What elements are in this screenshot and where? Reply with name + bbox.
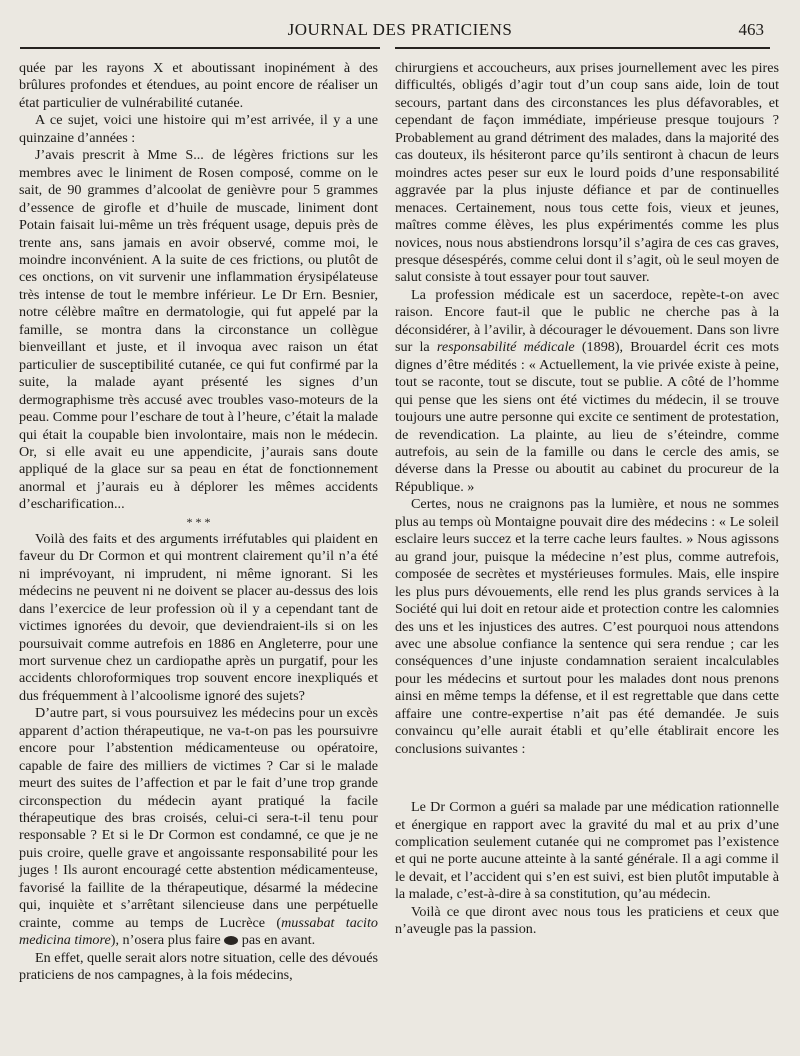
paragraph: Certes, nous ne craignons pas la lumière, et nous ne sommes plus au temps où Montaigne pouvait dire des médecins : « Le soleil esclaire leurs succez et la terre cache leurs faultes. » Nous agissons au grand jour, puisque la médecine n’est plus, comme autrefois, composée de secrètes et mystérieuses formules. Mais, elle inspire les plus purs dévouements, elle rend les plus grands services à la Société qui lui doit en retour aide et protection contre les calomnies des uns et les injustices des autres. C’est pourquoi nous attendons avec une absolue confiance la sentence qui sera rendue ; car les conséquences d’une injuste condamnation seraient incalculables pour les médecins et surtout pour les malades dont nous prenons ainsi en même temps la défense, et il est regrettable que dans cette affaire une contre-expertise n’ait pas été demandée. Je suis convaincu qu’elle aurait établi et qu’elle établirait encore les conclusions suivantes : xyxy=(395,496,779,757)
section-separator: * * * xyxy=(186,514,211,529)
ink-blot-icon xyxy=(224,936,238,945)
blank-space xyxy=(395,758,779,799)
page-header xyxy=(0,20,800,42)
paragraph: Voilà des faits et des arguments irréfutables qui plaident en faveur du Dr Cormon et qui montrent clairement qu’il n’a été ni imprévoyant, ni imprudent, ni même ignorant. Si les médecins ne peuvent ni ne doivent se placer au-dessus des lois dans l’exercice de leur profession où il y a cependant tant de victimes ignorées du devoir, que deviendraient-ils si on les poursuivait comme autrefois en 1886 en Angleterre, pour une mort survenue chez un cardiopathe après un purgatif, pour les accidents chloroformiques trop souvent encore inexpliqués et dus fréquemment à l’alcoolisme ignoré des sujets? xyxy=(19,530,378,704)
running-title: JOURNAL DES PRATICIENS xyxy=(287,20,513,39)
paragraph: A ce sujet, voici une histoire qui m’est arrivée, il y a une quinzaine d’années : xyxy=(19,112,378,146)
right-column xyxy=(395,60,779,939)
latin-quotation: mussabat tacito medicina timore xyxy=(19,914,378,949)
header-rule-left xyxy=(20,47,380,49)
paragraph: Voilà ce que diront avec nous tous les praticiens et ceux que n’aveugle pas la passion. xyxy=(395,903,779,938)
left-column xyxy=(19,60,378,985)
header-rule-right xyxy=(395,47,770,49)
paragraph: En effet, quelle serait alors notre situation, celle des dévoués praticiens de nos campagnes, à la fois médecins, xyxy=(19,949,378,984)
paragraph: quée par les rayons X et aboutissant inopinément à des brûlures profondes et étendues, au point encore de réaliser un état particulier de vulnérabilité cutanée. xyxy=(19,60,378,111)
book-title: responsabilité médicale xyxy=(436,339,575,356)
paragraph: J’avais prescrit à Mme S... de légères frictions sur les membres avec le liniment de Rosen composé, comme on le sait, de 90 grammes d’alcoolat de genièvre pour 5 grammes d’essence de girofle et d’huile de muscade, liniment dont Potain faisait lui-même un très fréquent usage, depuis près de trente ans, sans jamais en avoir observé, comme moi, le moindre inconvénient. A la suite de ces frictions, ou plutôt de ces onctions, on vit survenir une inflammation érysipélateuse très intense de tout le membre inférieur. Le Dr Ern. Besnier, notre célèbre maître en dermatologie, qui fut appelé par la famille, se montra dans la circonstance un collègue bienveillant et juste, et il invoqua avec raison un état particulier de susceptibilité cutanée, ce qui fut confirmé par la suite, la malade ayant présenté les signes d’un dermographisme très accusé avec troubles vaso-moteurs de la peau. Comme pour l’eschare de tout à l’heure, c’était la malade qui était la coupable bien involontaire, mais non le médecin. Or, si elle avait eu une appendicite, j’aurais sans doute appliqué de la glace sur sa peau en état de fonctionnement anormal et j’aurais eu à déplorer les mêmes accidents d’escharification... xyxy=(19,147,378,513)
conclusion-quote: Le Dr Cormon a guéri sa malade par une médication rationnelle et énergique en rapport avec la gravité du mal et au prix d’une complication seulement cutanée qui ne compromet pas l’existence et qui ne porte aucune atteinte à la santé générale. Il a agi comme il le devait, et l’accident qui s’en est suivi, est bien plutôt imputable à la malade, c’est-à-dire à sa constitution, qu’au médecin. xyxy=(395,799,779,903)
paragraph: D’autre part, si vous poursuivez les médecins pour un excès apparent d’action thérapeutique, ne va-t-on pas les poursuivre encore pour l’abstention médicamenteuse ou opératoire, capable de faire des milliers de victimes ? Car si le malade meurt des suites de l’affection et par le fait d’une trop grande circonspection du médecin ayant pratiqué la facile thérapeutique des bras croisés, celui-ci sera-t-il tenu pour responsable ? Et si le Dr Cormon est condamné, ce que je ne puis croire, quelle grave et angoissante responsabilité pour les juges ! Ils auront encouragé cette abstention médicamenteuse, favorisé la faillite de la thérapeutique, désarmé la médecine qui, inquiète et s’arrêtant silencieuse dans une perpétuelle crainte, comme au temps de Lucrèce (mussabat tacito medicina timore), n’osera plus faire pas en avant. xyxy=(19,705,378,949)
paragraph: La profession médicale est un sacerdoce, repète-t-on avec raison. Encore faut-il que le public ne cherche pas à la déconsidérer, à l’avilir, à décourager le dévouement. Dans son livre sur la responsabilité médicale (1898), Brouardel écrit ces mots dignes d’être médités : « Actuellement, la vie privée existe à peine, tout se raconte, tout se discute, tout se publie. A côté de l’homme qui pense que les siens ont été victimes du médecin, il se trouve toujours une autre personne qui excite ce sentiment de protestation, de revendication. La plainte, au lieu de s’éteindre, comme autrefois, au sein de la famille ou dans le cercle des amis, se déverse dans la Presse ou aboutit au cabinet du procureur de la République. » xyxy=(395,286,779,495)
page-number: 463 xyxy=(738,20,764,39)
paragraph: chirurgiens et accoucheurs, aux prises journellement avec les pires difficultés, obligés d’agir tout d’un coup sans aide, loin de tout secours, partant dans des circonstances les plus défavorables, et cependant de façon immédiate, impérieuse presque toujours ? Probablement au grand détriment des malades, dans la majorité des cas douteux, ils hésiteront parce qu’ils sentiront à chacun de leurs moindres actes peser sur eux le lourd poids d’une responsabilité aggravée par la plus injuste défiance et par de continuelles menaces. Certainement, nous tous cette fois, vieux et jeunes, maîtres comme élèves, les plus expérimentés comme les plus novices, nous nous abstiendrons lorsqu’il s’agira de ces cas graves, presque désespérés, comme celui dont il s’agit, où le seul moyen de salut consiste à tout essayer pour tout sauver. xyxy=(395,60,779,286)
